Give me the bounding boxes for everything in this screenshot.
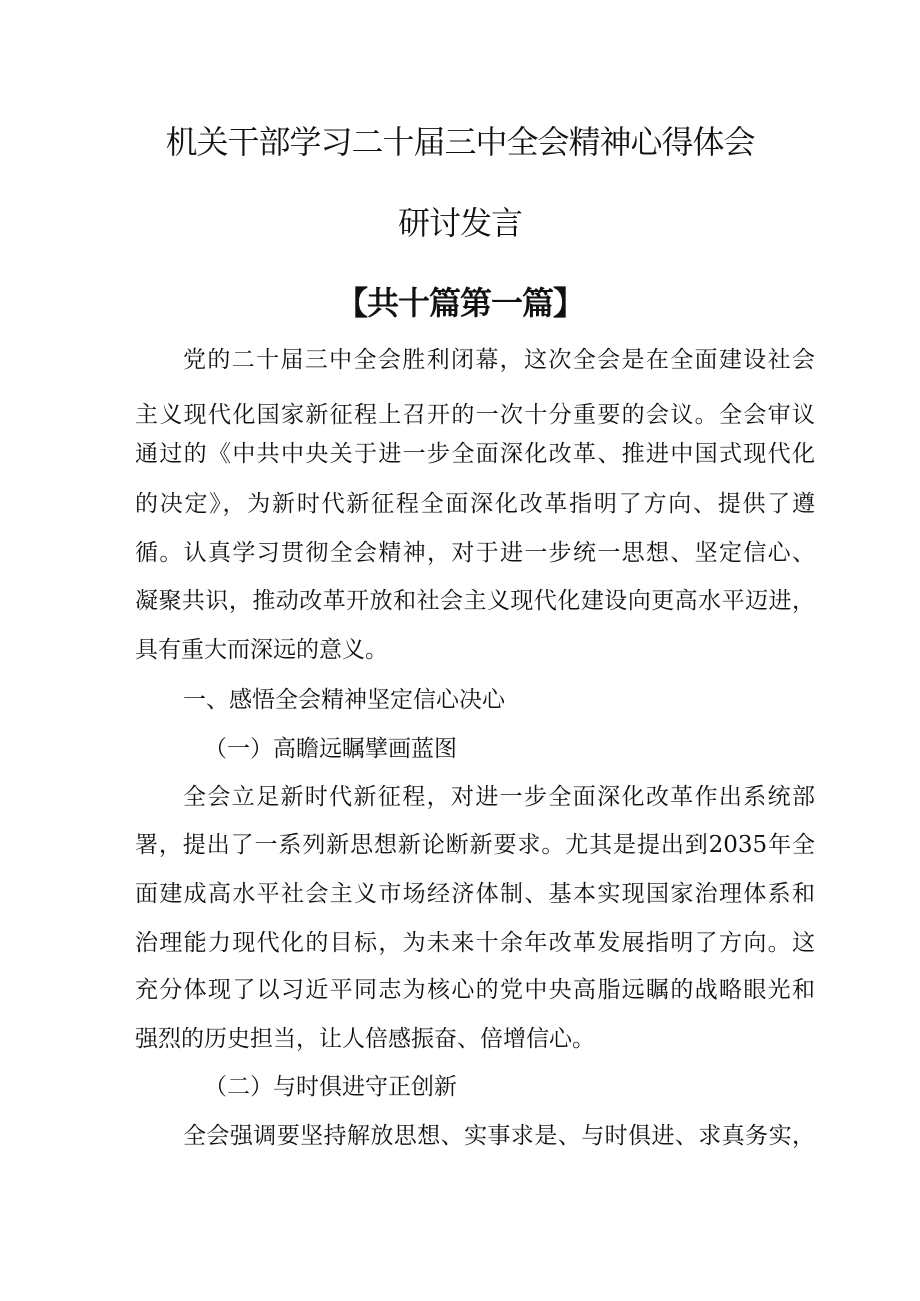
sub2-line: 全会强调要坚持解放思想、实事求是、与时俱进、求真务实， — [183, 1123, 815, 1149]
subsection-heading: （一）高瞻远瞩擘画蓝图 — [204, 736, 457, 762]
sub1-line: 面建成高水平社会主义市场经济体制、基本实现国家治理体系和 — [135, 881, 815, 907]
document-subtitle: 【共十篇第一篇】 — [335, 284, 584, 322]
section-heading: 一、感悟全会精神坚定信心决心 — [183, 687, 505, 713]
intro-line: 通过的《中共中央关于进一步全面深化改革、推进中国式现代化 — [135, 441, 815, 467]
document-title-line1: 机关干部学习二十届三中全会精神心得体会 — [165, 123, 755, 161]
sub1-line: 强烈的历史担当，让人倍感振奋、倍增信心。 — [135, 1026, 595, 1052]
intro-line: 具有重大而深远的意义。 — [135, 637, 388, 663]
intro-line: 循。认真学习贯彻全会精神，对于进一步统一思想、坚定信心、 — [135, 540, 815, 566]
sub1-line: 充分体现了以习近平同志为核心的党中央高脂远瞩的战略眼光和 — [135, 977, 815, 1003]
document-title-line2: 研讨发言 — [397, 204, 522, 242]
intro-line: 党的二十届三中全会胜利闭幕，这次全会是在全面建设社会 — [183, 347, 815, 373]
subsection-heading: （二）与时俱进守正创新 — [204, 1074, 457, 1100]
sub1-line: 治理能力现代化的目标，为未来十余年改革发展指明了方向。这 — [135, 930, 815, 956]
intro-line: 主义现代化国家新征程上召开的一次十分重要的会议。全会审议 — [135, 402, 815, 428]
sub1-line: 署，提出了一系列新思想新论断新要求。尤其是提出到2035年全 — [135, 832, 815, 858]
intro-line: 凝聚共识，推动改革开放和社会主义现代化建设向更高水平迈进， — [135, 588, 815, 614]
intro-line: 的决定》，为新时代新征程全面深化改革指明了方向、提供了遵 — [135, 491, 815, 517]
sub1-line: 全会立足新时代新征程，对进一步全面深化改革作出系统部 — [183, 784, 815, 810]
